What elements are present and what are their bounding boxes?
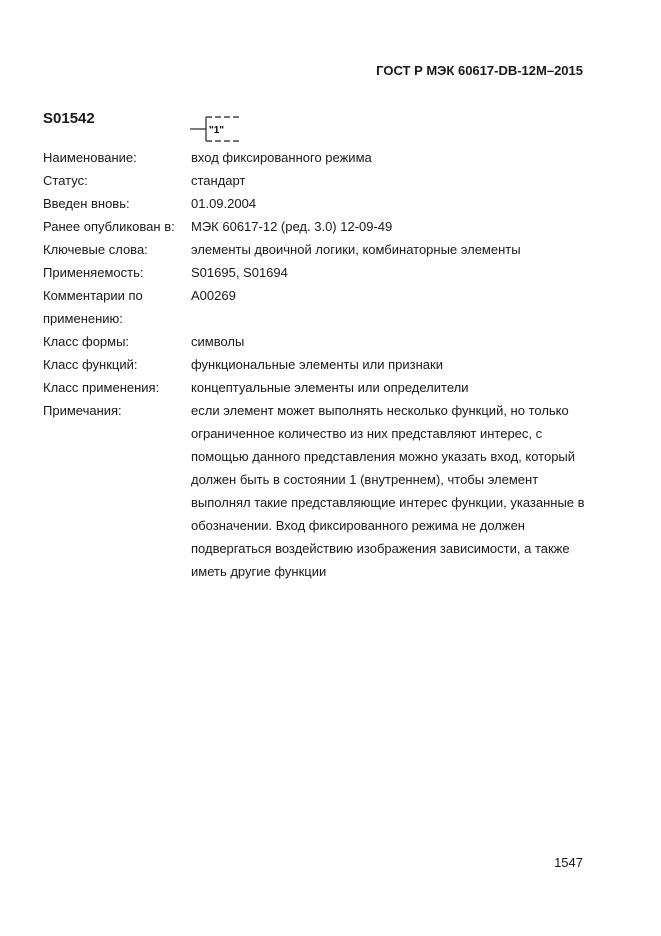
field-value: 01.09.2004 <box>191 196 257 211</box>
symbol-code: S01542 <box>43 110 95 127</box>
field-label: Статус: <box>43 173 88 188</box>
standard-header: ГОСТ Р МЭК 60617-DB-12M–2015 <box>376 63 583 78</box>
field-label: Применяемость: <box>43 265 144 280</box>
field-value: стандарт <box>191 173 246 188</box>
field-value: функциональные элементы или признаки <box>191 357 443 372</box>
field-label: Класс функций: <box>43 357 138 372</box>
field-value: вход фиксированного режима <box>191 150 372 165</box>
field-label: Ключевые слова: <box>43 242 148 257</box>
field-label: Наименование: <box>43 150 137 165</box>
field-label: Комментарии по применению: <box>43 288 143 326</box>
symbol-label: "1" <box>209 125 225 136</box>
page-number: 1547 <box>554 855 583 870</box>
field-value: S01695, S01694 <box>191 265 288 280</box>
fixed-mode-input-symbol-icon <box>190 112 250 149</box>
field-label: Введен вновь: <box>43 196 130 211</box>
field-label: Класс формы: <box>43 334 130 349</box>
field-value: элементы двоичной логики, комбинаторные элементы <box>191 242 521 257</box>
field-value: МЭК 60617-12 (ред. 3.0) 12-09-49 <box>191 219 393 234</box>
field-label: Ранее опубликован в: <box>43 219 175 234</box>
field-label: Класс применения: <box>43 380 160 395</box>
field-label: Примечания: <box>43 403 122 418</box>
field-value: A00269 <box>191 288 236 303</box>
field-value: концептуальные элементы или определители <box>191 380 469 395</box>
field-value: символы <box>191 334 245 349</box>
field-value: если элемент может выполнять несколько функций, но только ограниченное количество из них представляют интерес, с помощью данного представления можно указать вход, который должен быть в состоянии 1 (внутреннем), чтобы элемент выполнял такие представляющие интерес функции, указанные в обозначении. Вход фиксированного режима не должен подвергаться воздействию изображения зависимости, а также иметь другие функции <box>191 403 585 579</box>
